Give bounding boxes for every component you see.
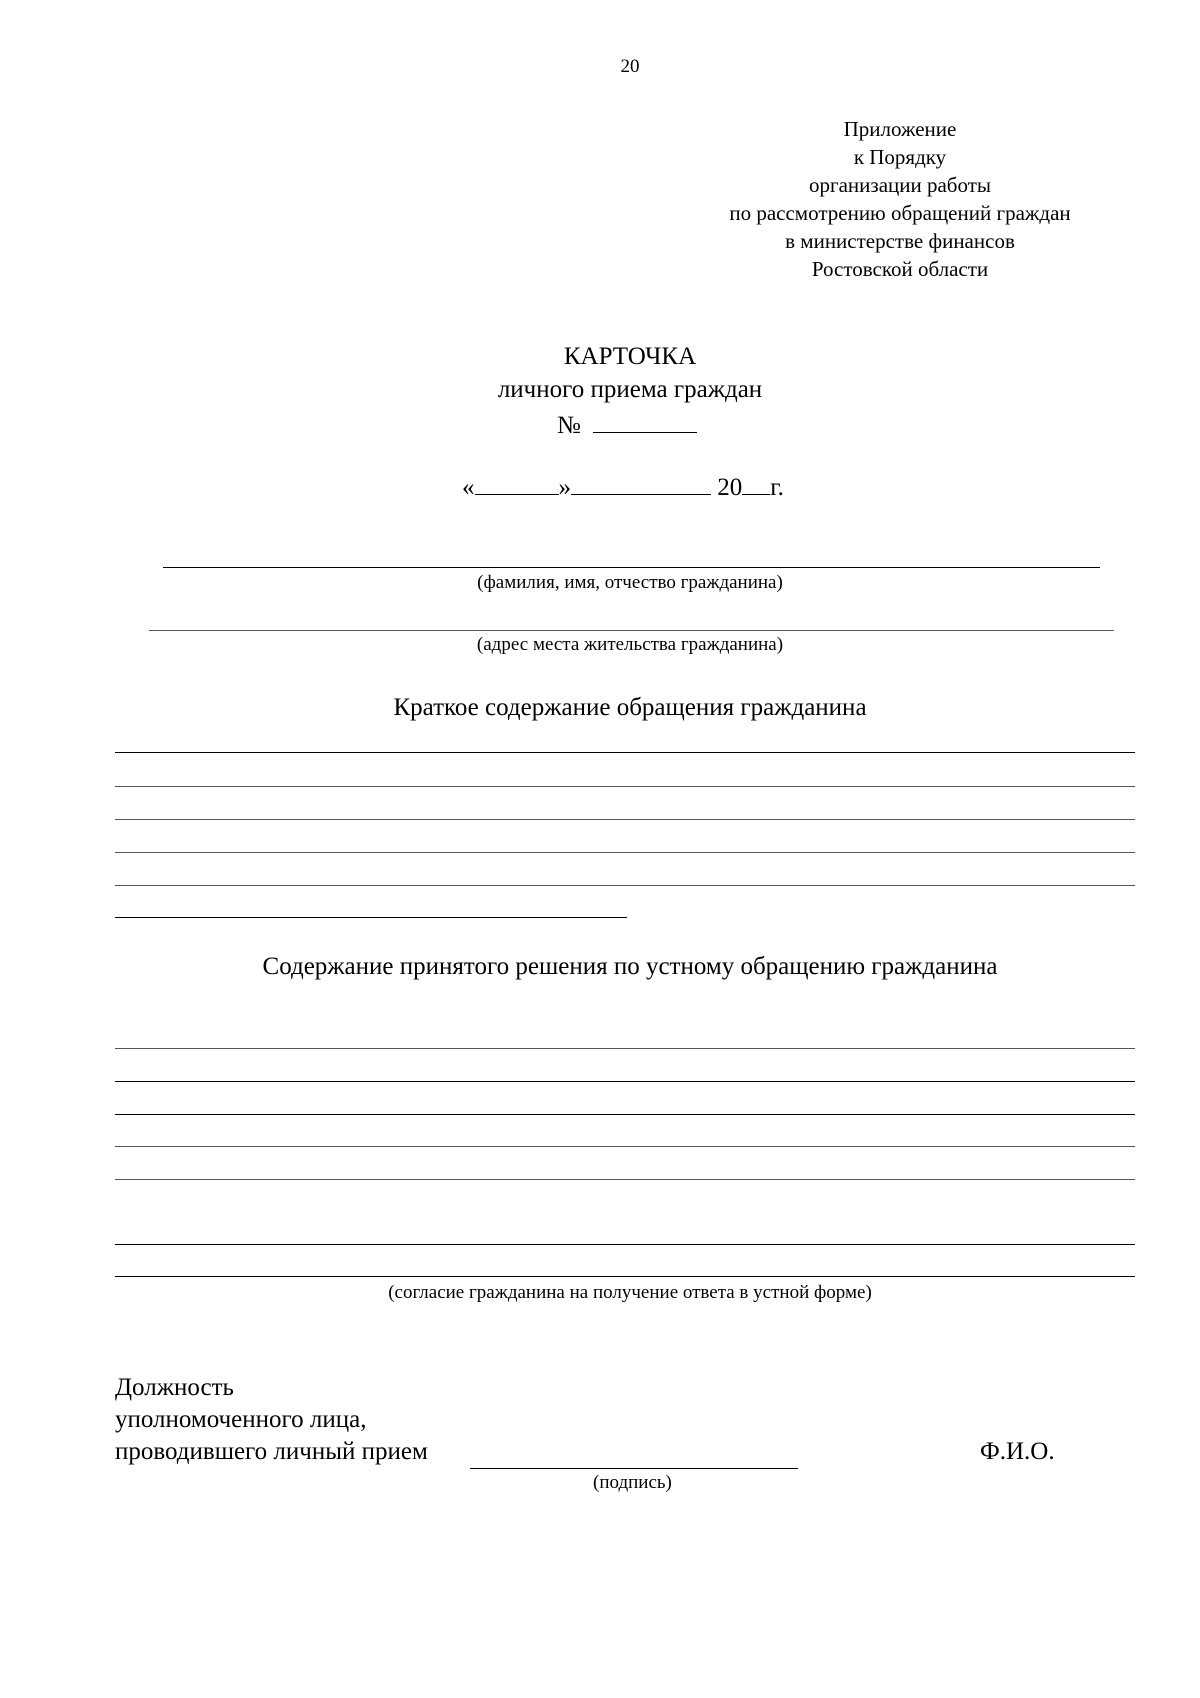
year-prefix: 20 <box>717 474 743 501</box>
summary-line[interactable] <box>115 852 1135 853</box>
decision-line[interactable] <box>115 1114 1135 1115</box>
appendix-block <box>690 115 1110 283</box>
decision-line[interactable] <box>115 1081 1135 1082</box>
summary-line[interactable] <box>115 819 1135 820</box>
summary-heading: Краткое содержание обращения гражданина <box>393 694 867 721</box>
appendix-line: в министерстве финансов <box>785 229 1015 253</box>
decision-line[interactable] <box>115 1146 1135 1147</box>
appendix-line: Ростовской области <box>811 257 989 281</box>
appendix-line: к Порядку <box>853 145 947 169</box>
fio-caption: (фамилия, имя, отчество гражданина) <box>477 572 783 593</box>
address-line[interactable] <box>149 630 1114 631</box>
position-label: Должность <box>115 1374 234 1401</box>
card-subtitle: личного приема граждан <box>497 376 763 403</box>
year-suffix: г. <box>770 474 784 501</box>
address-caption: (адрес места жительства гражданина) <box>476 634 784 655</box>
signature-caption: (подпись) <box>593 1472 672 1493</box>
card-title: КАРТОЧКА <box>563 343 697 370</box>
reception-label: проводившего личный прием <box>115 1438 428 1465</box>
number-label: № <box>557 412 581 439</box>
year-field[interactable] <box>742 472 770 495</box>
month-field[interactable] <box>571 472 711 495</box>
authorized-person-label: уполномоченного лица, <box>115 1406 367 1433</box>
summary-line[interactable] <box>115 786 1135 787</box>
consent-line[interactable] <box>115 1276 1135 1277</box>
consent-line[interactable] <box>115 1244 1135 1245</box>
close-quote: » <box>558 474 571 501</box>
appendix-line: по рассмотрению обращений граждан <box>729 201 1071 225</box>
page-number: 20 <box>620 56 640 77</box>
consent-caption: (согласие гражданина на получение ответа в устной форме) <box>388 1282 872 1303</box>
card-number-row <box>557 410 697 440</box>
appendix-line: Приложение <box>843 117 957 141</box>
day-field[interactable] <box>475 472 559 495</box>
appendix-line: организации работы <box>808 173 991 197</box>
summary-line[interactable] <box>115 752 1135 753</box>
summary-line-short[interactable] <box>115 917 627 918</box>
number-field[interactable] <box>593 410 697 433</box>
signature-line[interactable] <box>470 1468 798 1469</box>
open-quote: « <box>462 474 475 501</box>
date-row <box>462 472 784 502</box>
fio-label: Ф.И.О. <box>980 1438 1055 1465</box>
decision-heading: Содержание принятого решения по устному обращению гражданина <box>262 953 998 980</box>
fio-line[interactable] <box>163 567 1100 568</box>
summary-line[interactable] <box>115 885 1135 886</box>
decision-line[interactable] <box>115 1048 1135 1049</box>
decision-line[interactable] <box>115 1179 1135 1180</box>
